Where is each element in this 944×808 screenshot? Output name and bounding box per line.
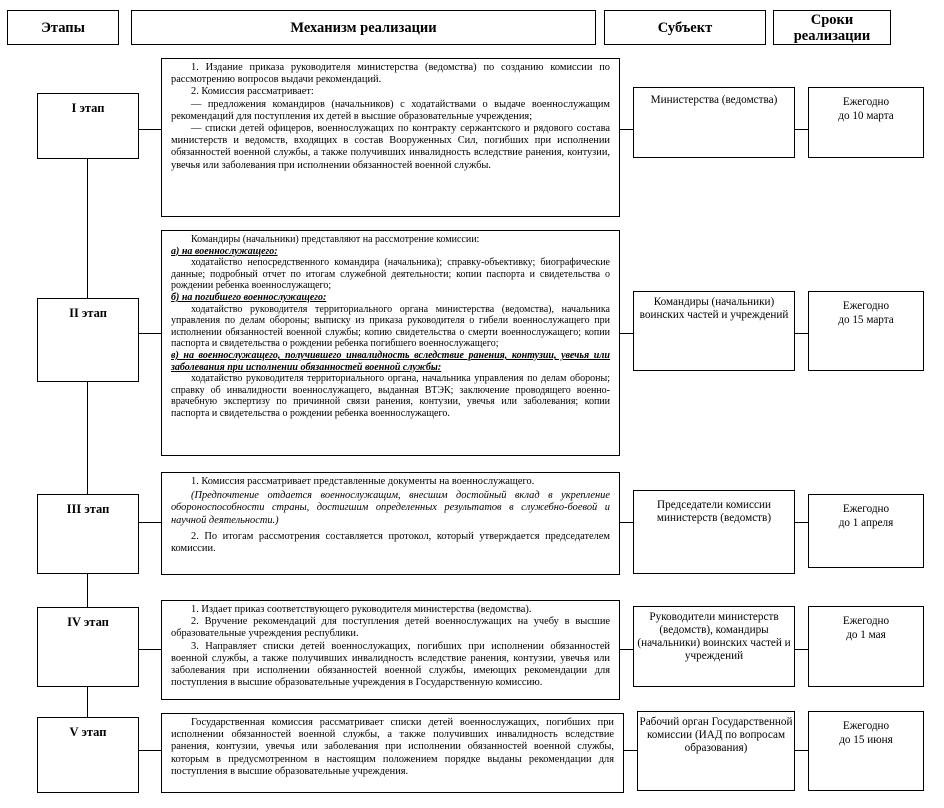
connector-h-5b bbox=[624, 750, 637, 751]
stage-2-a-text: ходатайство непосредственного командира (начальника); справку-объективку; биографические данные; подробный отчет по итогам служебной деятельности; копии паспорта и свидетельства о рождении ребенка военнослужащего; bbox=[171, 257, 610, 292]
stage-3-mech-p3: 2. По итогам рассмотрения составляется протокол, который утверждается председателем комиссии. bbox=[171, 530, 610, 555]
stage-5-deadline-line1: Ежегодно bbox=[842, 720, 890, 732]
stage-1-mech-p3: — предложения командиров (начальников) с ходатайствами о выдаче военнослужащим рекомендаций для поступления их детей в высшие образовательные учреждения; bbox=[171, 98, 610, 122]
stage-1-label-text: I этап bbox=[71, 101, 105, 115]
connector-h-3b bbox=[620, 522, 633, 523]
stage-2-deadline bbox=[808, 291, 924, 371]
stage-3-deadline bbox=[808, 494, 924, 568]
header-deadline-line1: Сроки bbox=[810, 11, 854, 28]
stage-5-deadline-line2: до 15 июня bbox=[839, 733, 893, 746]
stage-4-deadline bbox=[808, 606, 924, 687]
header-stages bbox=[7, 10, 119, 45]
stage-4-subject-text: Руководители министерств (ведомств), командиры (начальники) воинских частей и учреждений bbox=[637, 611, 791, 662]
connector-h-4c bbox=[795, 649, 808, 650]
stage-2-deadline-line1: Ежегодно bbox=[842, 300, 890, 312]
connector-h-1a bbox=[139, 129, 161, 130]
stage-4-subject bbox=[633, 606, 795, 687]
stage-4-mech-p1: 1. Издает приказ соответствующего руководителя министерства (ведомства). bbox=[191, 604, 532, 615]
stage-5-mech-p1: Государственная комиссия рассматривает списки детей военнослужащих, погибших при исполнении обязанностей военной службы, а также получивших инвалидность вследствие ранения, контузии, увечья или заболевания при исполнении обязанностей военной службы, которым в предусмотренном в настоящим положением порядке выданы рекомендации для поступления в высшие образовательные учреждения. bbox=[171, 717, 614, 777]
stage-4-deadline-line1: Ежегодно bbox=[842, 615, 890, 627]
stage-2-subject bbox=[633, 291, 795, 371]
connector-h-2b bbox=[620, 333, 633, 334]
header-mechanism-label: Механизм реализации bbox=[290, 19, 437, 36]
stage-3-mechanism bbox=[161, 472, 620, 575]
connector-h-3a bbox=[139, 522, 161, 523]
stage-1-mech-p1: 1. Издание приказа руководителя министерства (ведомства) по созданию комиссии по рассмотрению вопросов выдачи рекомендаций. bbox=[171, 62, 610, 86]
stage-4-mech-p3: 3. Направляет списки детей военнослужащих, погибших при исполнении обязанностей военной службы, а также получивших инвалидность вследствие ранения, контузии, увечья или заболевания при исполнении обязанностей военной службы, имеющих рекомендации для поступления в высшие образовательные учреждения в Государственную комиссию. bbox=[171, 640, 610, 689]
stage-1-deadline-line1: Ежегодно bbox=[842, 96, 890, 108]
stage-1-label bbox=[37, 93, 139, 159]
header-subject bbox=[604, 10, 766, 45]
stage-3-label bbox=[37, 494, 139, 574]
stage-5-label bbox=[37, 717, 139, 793]
stage-1-mech-p2: 2. Комиссия рассматривает: bbox=[191, 86, 314, 98]
header-subject-label: Субъект bbox=[657, 19, 713, 36]
stage-2-subject-text: Командиры (начальники) воинских частей и учреждений bbox=[639, 296, 789, 321]
stage-4-mech-p2: 2. Вручение рекомендаций для поступления детей военнослужащих на учебу в высшие образовательные учреждения республики. bbox=[171, 616, 610, 640]
stage-2-c-title: в) на военнослужащего, получившего инвалидность вследствие ранения, контузии, увечья или заболевания при исполнении обязанностей военной службы: bbox=[171, 349, 610, 373]
stage-1-mech-p4: — списки детей офицеров, военнослужащих по контракту сержантского и рядового состава министерств и ведомств, входящих в состав Вооруженных Сил, погибших при исполнении обязанностей военной службы, а также получивших инвалидность вследствие ранения, контузии, увечья или заболевания при исполнении обязанностей военной службы. bbox=[171, 123, 610, 171]
connector-h-4a bbox=[139, 649, 161, 650]
stage-2-mechanism bbox=[161, 230, 620, 456]
stage-3-subject-text: Председатели комиссии министерств (ведомств) bbox=[656, 499, 772, 524]
stage-2-label-text: II этап bbox=[69, 306, 107, 320]
connector-h-1c bbox=[795, 129, 808, 130]
stage-4-deadline-line2: до 1 мая bbox=[846, 628, 886, 641]
stage-3-deadline-line2: до 1 апреля bbox=[838, 516, 894, 529]
stage-3-mech-p2: (Предпочтение отдается военнослужащим, внесшим достойный вклад в укрепление обороноспособности страны, достигшим определенных результатов в служебно-боевой и научной деятельности.) bbox=[171, 490, 610, 526]
connector-h-1b bbox=[620, 129, 633, 130]
header-deadline-line2: реализации bbox=[793, 27, 871, 44]
stage-1-deadline-line2: до 10 марта bbox=[838, 109, 894, 122]
connector-h-4b bbox=[620, 649, 633, 650]
stage-4-mechanism bbox=[161, 600, 620, 700]
header-mechanism bbox=[131, 10, 596, 45]
connector-h-3c bbox=[795, 522, 808, 523]
stage-2-a-title: а) на военнослужащего: bbox=[171, 245, 278, 257]
stage-5-label-text: V этап bbox=[69, 725, 107, 739]
stage-2-c-text: ходатайство руководителя территориального органа, начальника управления по делам обороны; справку об инвалидности военнослужащего, выданная ВТЭК; заключение проводящего военно-врачебную экспертизу по причинной связи ранения, контузии, увечья или заболевания; копии паспорта и свидетельства о рождении ребенка военнослужащего. bbox=[171, 373, 610, 419]
stage-2-deadline-line2: до 15 марта bbox=[838, 313, 894, 326]
stage-1-subject-text: Министерства (ведомства) bbox=[650, 94, 778, 106]
stage-2-b-text: ходатайство руководителя территориального органа министерства (ведомства), начальника управления по делам обороны; выписку из приказа руководителя о гибели военнослужащего при исполнении обязанностей военной службы; копию свидетельства о смерти военнослужащего; копии паспорта и свидетельства о рождении ребенка погибшего военнослужащего; bbox=[171, 303, 610, 350]
stage-1-deadline bbox=[808, 87, 924, 158]
stage-5-mechanism bbox=[161, 713, 624, 793]
stage-2-intro: Командиры (начальники) представляют на рассмотрение комиссии: bbox=[191, 234, 480, 245]
stage-5-subject-text: Рабочий орган Государственной комиссии (ИАД по вопросам образования) bbox=[639, 716, 793, 754]
stage-5-subject bbox=[637, 711, 795, 791]
stage-3-deadline-line1: Ежегодно bbox=[842, 503, 890, 515]
stage-2-b-title: б) на погибшего военнослужащего: bbox=[171, 291, 327, 303]
header-stages-label: Этапы bbox=[41, 19, 85, 36]
connector-h-5a bbox=[139, 750, 161, 751]
header-deadline bbox=[773, 10, 891, 45]
stage-1-mechanism bbox=[161, 58, 620, 217]
connector-h-2a bbox=[139, 333, 161, 334]
stage-3-subject bbox=[633, 490, 795, 574]
stage-5-deadline bbox=[808, 711, 924, 791]
connector-h-5c bbox=[795, 750, 808, 751]
stage-2-label bbox=[37, 298, 139, 382]
stage-4-label bbox=[37, 607, 139, 687]
stage-4-label-text: IV этап bbox=[67, 615, 109, 629]
stage-1-subject bbox=[633, 87, 795, 158]
stage-3-label-text: III этап bbox=[66, 502, 110, 516]
connector-h-2c bbox=[795, 333, 808, 334]
stage-3-mech-p1: 1. Комиссия рассматривает представленные документы на военнослужащего. bbox=[191, 476, 535, 487]
